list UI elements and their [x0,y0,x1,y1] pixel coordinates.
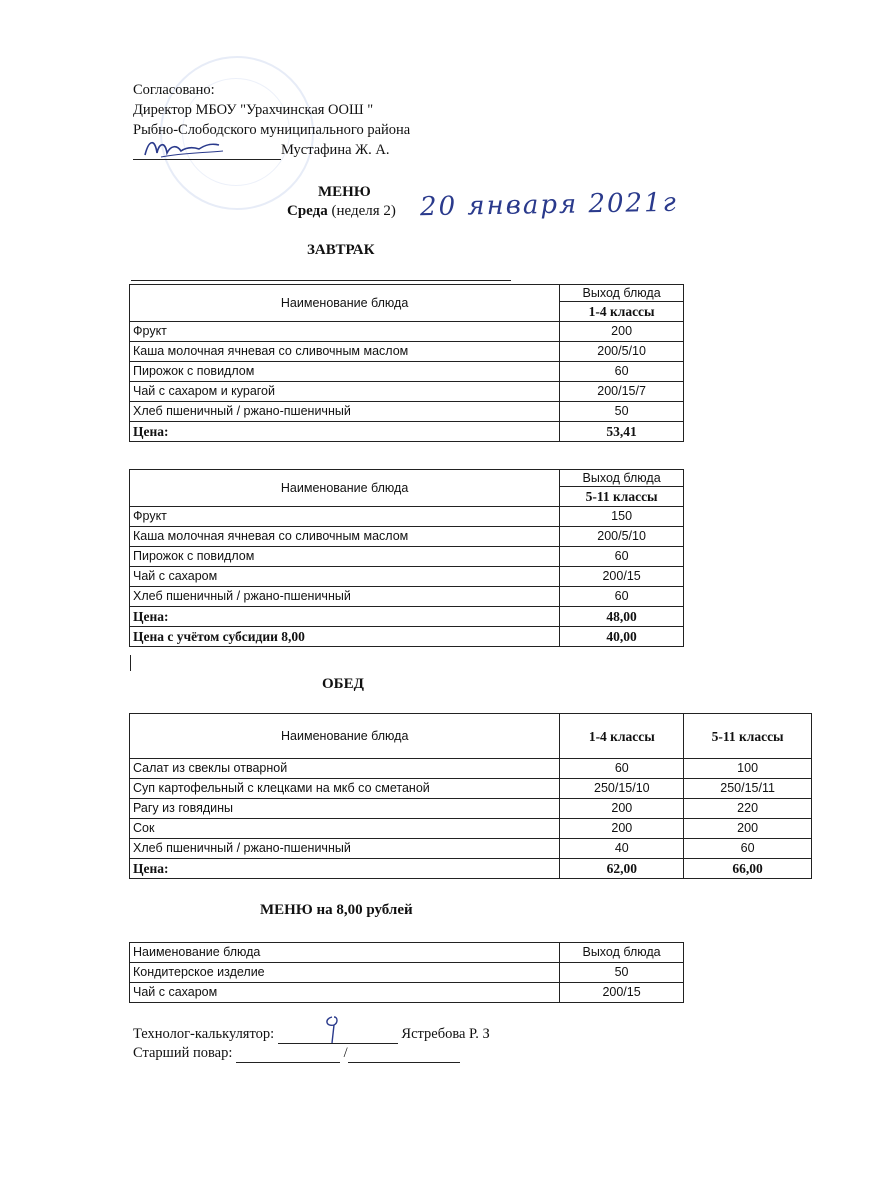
dish-output: 50 [560,402,684,422]
dish-output: 200/5/10 [560,342,684,362]
approval-line-1: Согласовано: [133,82,215,98]
table-header-class-b: 5-11 классы [684,714,812,759]
dish-name: Чай с сахаром и курагой [130,382,560,402]
table-row [130,322,684,342]
table-row [130,362,684,382]
dish-name: Рагу из говядины [130,799,560,819]
dish-output: 150 [560,507,684,527]
table-row [130,963,684,983]
table-header-class: 1-4 классы [560,302,684,322]
subsidy-label: Цена с учётом субсидии 8,00 [130,627,560,647]
dish-output-a: 200 [560,819,684,839]
subsidy-menu-table [129,942,684,1003]
technologist-signature [318,1013,358,1047]
price-value-b: 66,00 [684,859,812,879]
dish-name: Хлеб пшеничный / ржано-пшеничный [130,587,560,607]
subsidy-price: 40,00 [560,627,684,647]
week-label: (неделя 2) [331,203,396,219]
dish-output-b: 60 [684,839,812,859]
price-row [130,859,812,879]
dish-output: 200/15/7 [560,382,684,402]
approval-line-3: Рыбно-Слободского муниципального района [133,122,411,138]
cook-name-line [348,1048,460,1063]
price-label: Цена: [130,422,560,442]
dish-output-b: 100 [684,759,812,779]
dish-output: 50 [560,963,684,983]
table-row [130,507,684,527]
dish-name: Чай с сахаром [130,567,560,587]
day-name: Среда [287,203,328,219]
price-row [130,422,684,442]
breakfast-heading: ЗАВТРАК [307,242,375,258]
day-line [287,203,396,220]
director-name: Мустафина Ж. А. [281,142,390,158]
dish-name: Суп картофельный с клецками на мкб со сметаной [130,779,560,799]
cook-separator: / [343,1045,348,1061]
table-row [130,779,812,799]
dish-name: Каша молочная ячневая со сливочным маслом [130,527,560,547]
page-title: МЕНЮ [318,184,371,200]
lunch-table [129,713,812,879]
price-value: 53,41 [560,422,684,442]
cook-label: Старший повар: [133,1045,233,1061]
price-row [130,607,684,627]
dish-output: 200/5/10 [560,527,684,547]
subsidy-row [130,627,684,647]
handwritten-date: 20 января 2021г [419,187,679,223]
dish-output-a: 200 [560,799,684,819]
subsidy-menu-heading: МЕНЮ на 8,00 рублей [260,902,413,918]
cook-line [133,1044,490,1063]
lunch-heading: ОБЕД [322,676,364,692]
dish-name: Пирожок с повидлом [130,362,560,382]
director-signature-line [133,145,281,160]
breakfast-table-2 [129,469,684,647]
dish-name: Чай с сахаром [130,983,560,1003]
dish-name: Салат из свеклы отварной [130,759,560,779]
dish-output-a: 60 [560,759,684,779]
table-row [130,547,684,567]
dish-output-a: 250/15/10 [560,779,684,799]
table-header-class-a: 1-4 классы [560,714,684,759]
table-row [130,527,684,547]
approval-block [133,80,410,160]
table-edge-line [130,655,131,671]
dish-name: Хлеб пшеничный / ржано-пшеничный [130,402,560,422]
table-header-name: Наименование блюда [130,943,560,963]
dish-name: Каша молочная ячневая со сливочным маслом [130,342,560,362]
dish-output: 200/15 [560,567,684,587]
dish-output-b: 250/15/11 [684,779,812,799]
dish-name: Фрукт [130,507,560,527]
dish-name: Фрукт [130,322,560,342]
price-label: Цена: [130,607,560,627]
price-value-a: 62,00 [560,859,684,879]
table-header-output: Выход блюда [560,943,684,963]
dish-output: 200 [560,322,684,342]
table-row [130,382,684,402]
table-header-class: 5-11 классы [560,487,684,507]
table-row [130,839,812,859]
approval-line-2: Директор МБОУ "Урахчинская ООШ " [133,102,374,118]
table-row [130,983,684,1003]
cook-signature-line [236,1048,340,1063]
breakfast-table-1 [129,284,684,442]
dish-output: 60 [560,547,684,567]
table-header-output: Выход блюда [560,285,684,302]
dish-name: Кондитерское изделие [130,963,560,983]
table-header-name: Наименование блюда [130,470,560,507]
technologist-signature-line [278,1029,398,1044]
director-signature [141,135,231,161]
dish-output-b: 200 [684,819,812,839]
dish-output: 200/15 [560,983,684,1003]
dish-output-b: 220 [684,799,812,819]
technologist-line [133,1025,490,1044]
technologist-label: Технолог-калькулятор: [133,1026,275,1042]
dish-output: 60 [560,587,684,607]
table-header-name: Наименование блюда [130,285,560,322]
dish-name: Пирожок с повидлом [130,547,560,567]
dish-output: 60 [560,362,684,382]
price-value: 48,00 [560,607,684,627]
table-row [130,759,812,779]
footer-signatures [133,1025,490,1063]
table-header-name: Наименование блюда [130,714,560,759]
technologist-name: Ястребова Р. З [401,1026,490,1042]
table-row [130,799,812,819]
table-header-output: Выход блюда [560,470,684,487]
table-row [130,402,684,422]
breakfast-rule [131,280,511,281]
approval-line-4 [133,140,410,160]
table-row [130,342,684,362]
dish-name: Сок [130,819,560,839]
dish-name: Хлеб пшеничный / ржано-пшеничный [130,839,560,859]
dish-output-a: 40 [560,839,684,859]
table-row [130,567,684,587]
price-label: Цена: [130,859,560,879]
table-row [130,587,684,607]
table-row [130,819,812,839]
